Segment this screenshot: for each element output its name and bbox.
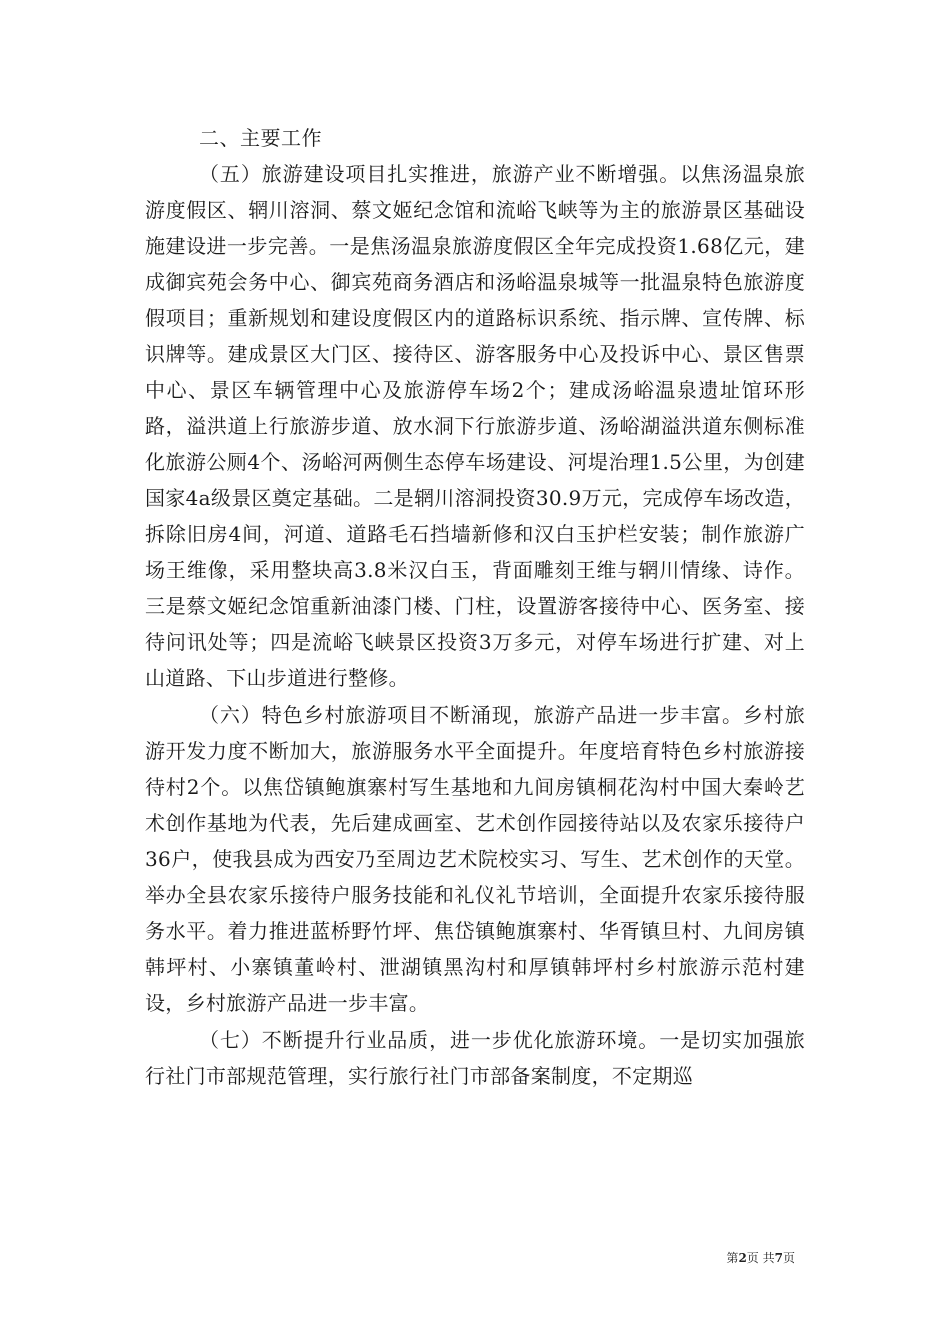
paragraph-6: （六）特色乡村旅游项目不断涌现，旅游产品进一步丰富。乡村旅游开发力度不断加大，旅游服务水平全面提升。年度培育特色乡村旅游接待村2个。以焦岱镇鲍旗寨村写生基地和九间房镇桐花沟村中国大秦岭艺术创作基地为代表，先后建成画室、艺术创作园接待站以及农家乐接待户36户，使我县成为西安乃至周边艺术院校实习、写生、艺术创作的天堂。举办全县农家乐接待户服务技能和礼仪礼节培训，全面提升农家乐接待服务水平。着力推进蓝桥野竹坪、焦岱镇鲍旗寨村、华胥镇旦村、九间房镇韩坪村、小寨镇董岭村、泄湖镇黑沟村和厚镇韩坪村乡村旅游示范村建设，乡村旅游产品进一步丰富。	[145, 703, 805, 1015]
footer-middle: 页 共	[746, 1251, 775, 1265]
paragraph-7: （七）不断提升行业品质，进一步优化旅游环境。一是切实加强旅行社门市部规范管理，实行旅行社门市部备案制度，不定期巡	[145, 1028, 805, 1088]
document-body	[145, 120, 805, 1094]
total-page-number: 7	[774, 1251, 783, 1265]
footer-suffix: 页	[782, 1251, 795, 1265]
paragraph-5: （五）旅游建设项目扎实推进，旅游产业不断增强。以焦汤温泉旅游度假区、辋川溶洞、蔡文姬纪念馆和流峪飞峡等为主的旅游景区基础设施建设进一步完善。一是焦汤温泉旅游度假区全年完成投资1.68亿元，建成御宾苑会务中心、御宾苑商务酒店和汤峪温泉城等一批温泉特色旅游度假项目；重新规划和建设度假区内的道路标识系统、指示牌、宣传牌、标识牌等。建成景区大门区、接待区、游客服务中心及投诉中心、景区售票中心、景区车辆管理中心及旅游停车场2个；建成汤峪温泉遗址馆环形路，溢洪道上行旅游步道、放水洞下行旅游步道、汤峪湖溢洪道东侧标准化旅游公厕4个、汤峪河两侧生态停车场建设、河堤治理1.5公里，为创建国家4a级景区奠定基础。二是辋川溶洞投资30.9万元，完成停车场改造，拆除旧房4间，河道、道路毛石挡墙新修和汉白玉护栏安装；制作旅游广场王维像，采用整块高3.8米汉白玉，背面雕刻王维与辋川情缘、诗作。三是蔡文姬纪念馆重新油漆门楼、门柱，设置游客接待中心、医务室、接待问讯处等；四是流峪飞峡景区投资3万多元，对停车场进行扩建、对上山道路、下山步道进行整修。	[145, 162, 805, 690]
footer-prefix: 第	[726, 1251, 739, 1265]
current-page-number: 2	[738, 1251, 747, 1265]
section-heading: 二、主要工作	[199, 126, 322, 150]
page-number-footer	[726, 1250, 795, 1266]
